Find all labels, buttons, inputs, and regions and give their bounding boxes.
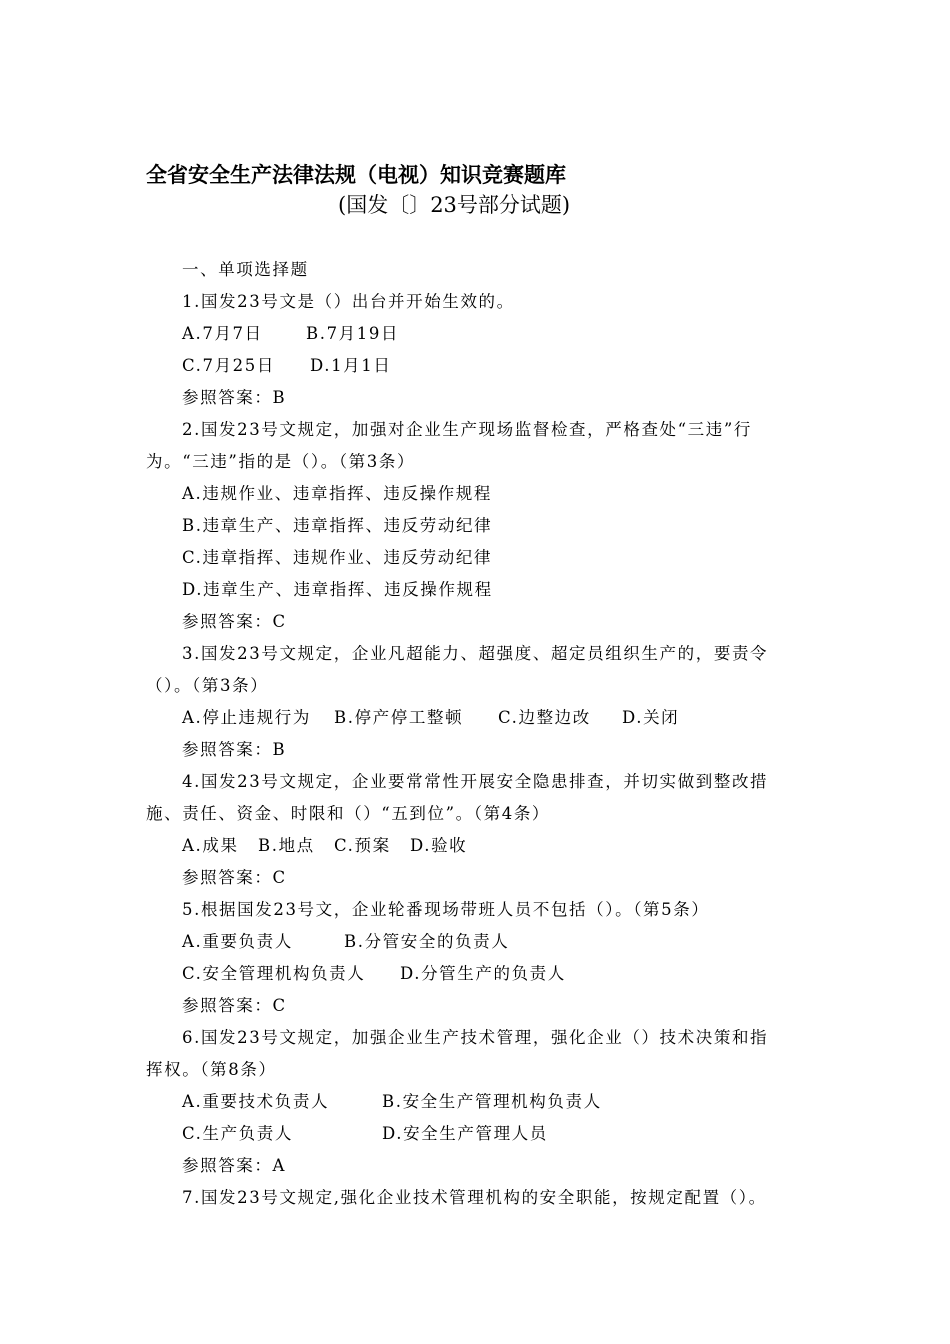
question-1-options-row-1 — [146, 318, 826, 350]
question-5-options-row-2 — [146, 958, 826, 990]
option: C.预案 — [334, 836, 391, 855]
question-5-answer: 参照答案：C — [182, 996, 287, 1015]
option: C.安全管理机构负责人 — [182, 964, 366, 983]
option: C.7月25日 — [182, 356, 275, 375]
question-4-answer: 参照答案：C — [182, 868, 287, 887]
question-3-options-row — [146, 702, 826, 734]
option: C.生产负责人 — [182, 1124, 293, 1143]
question-1-text: 1.国发23号文是（）出台并开始生效的。 — [182, 292, 515, 311]
question-5-text: 5.根据国发23号文，企业轮番现场带班人员不包括（）。（第5条） — [182, 900, 710, 919]
option: D.1月1日 — [310, 356, 392, 375]
question-2-answer: 参照答案：C — [182, 612, 287, 631]
question-6-options-row-2 — [146, 1118, 826, 1150]
option: D.分管生产的负责人 — [400, 964, 566, 983]
option: C.边整边改 — [498, 708, 591, 727]
question-1-options-row-2 — [146, 350, 826, 382]
question-3-text: 3.国发23号文规定，企业凡超能力、超强度、超定员组织生产的，要责令 — [182, 644, 769, 663]
question-2-text: 2.国发23号文规定，加强对企业生产现场监督检查，严格查处“三违”行 — [182, 420, 753, 439]
document-body — [146, 254, 826, 1214]
question-3-text-cont: （）。（第3条） — [146, 676, 269, 695]
option: B.停产停工整顿 — [334, 708, 464, 727]
option: A.重要技术负责人 — [182, 1092, 330, 1111]
question-7-text: 7.国发23号文规定,强化企业技术管理机构的安全职能，按规定配置（）。 — [182, 1188, 767, 1207]
option: A.成果 — [182, 836, 239, 855]
option: A.重要负责人 — [182, 932, 293, 951]
question-3-answer: 参照答案：B — [182, 740, 287, 759]
question-4-text: 4.国发23号文规定，企业要常常性开展安全隐患排查，并切实做到整改措 — [182, 772, 769, 791]
question-6-answer: 参照答案：A — [182, 1156, 287, 1175]
option: B.地点 — [258, 836, 315, 855]
document-subtitle: (国发〔〕23号部分试题) — [338, 193, 571, 217]
question-6-text: 6.国发23号文规定，加强企业生产技术管理，强化企业（）技术决策和指 — [182, 1028, 769, 1047]
question-2-option-a: A.违规作业、违章指挥、违反操作规程 — [182, 484, 492, 503]
question-2-option-c: C.违章指挥、违规作业、违反劳动纪律 — [182, 548, 493, 567]
option: A.7月7日 — [182, 324, 263, 343]
option: B.7月19日 — [306, 324, 400, 343]
question-2-text-cont: 为。“三违”指的是（）。（第3条） — [146, 452, 416, 471]
question-2-option-d: D.违章生产、违章指挥、违反操作规程 — [182, 580, 493, 599]
document-title: 全省安全生产法律法规（电视）知识竞赛题库 — [146, 163, 566, 187]
option: B.安全生产管理机构负责人 — [382, 1092, 602, 1111]
section-heading: 一、单项选择题 — [182, 260, 309, 279]
option: A.停止违规行为 — [182, 708, 311, 727]
option: D.关闭 — [622, 708, 680, 727]
question-4-options-row — [146, 830, 826, 862]
option: B.分管安全的负责人 — [344, 932, 510, 951]
option: D.安全生产管理人员 — [382, 1124, 548, 1143]
question-6-text-cont: 挥权。（第8条） — [146, 1060, 277, 1079]
question-6-options-row-1 — [146, 1086, 826, 1118]
question-1-answer: 参照答案：B — [182, 388, 287, 407]
option: D.验收 — [410, 836, 468, 855]
question-4-text-cont: 施、责任、资金、时限和（）“五到位”。（第4条） — [146, 804, 551, 823]
question-2-option-b: B.违章生产、违章指挥、违反劳动纪律 — [182, 516, 493, 535]
question-5-options-row-1 — [146, 926, 826, 958]
